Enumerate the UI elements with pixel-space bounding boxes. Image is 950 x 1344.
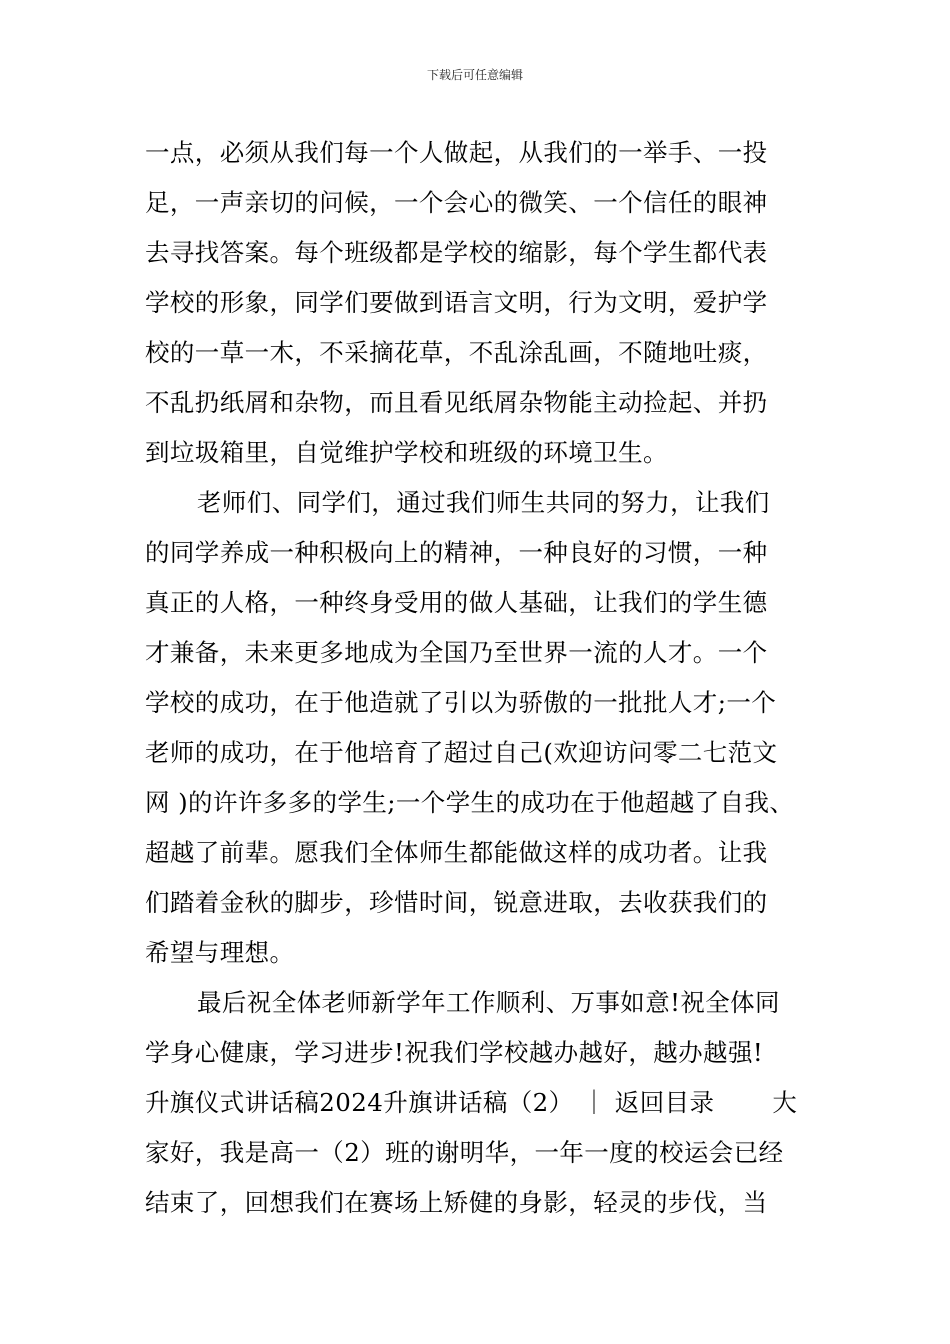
text-line: 家好，我是高一（2）班的谢明华，一年一度的校运会已经 (145, 1138, 784, 1167)
page-header-note: 下载后可任意编辑 (426, 68, 523, 82)
text-line: 老师的成功，在于他培育了超过自己(欢迎访问零二七范文 (145, 738, 778, 767)
text-line: 去寻找答案。每个班级都是学校的缩影，每个学生都代表 (145, 238, 768, 267)
text-line: 结束了，回想我们在赛场上矫健的身影，轻灵的步伐，当 (145, 1188, 768, 1217)
text-line: 网 )的许许多多的学生;一个学生的成功在于他超越了自我、 (145, 788, 795, 817)
text-line: 学身心健康，学习进步!祝我们学校越办越好，越办越强! (145, 1038, 764, 1067)
text-line: 到垃圾箱里，自觉维护学校和班级的环境卫生。 (145, 438, 668, 467)
text-line: 一点，必须从我们每一个人做起，从我们的一举手、一投 (145, 138, 768, 167)
text-line: 足，一声亲切的问候，一个会心的微笑、一个信任的眼神 (145, 188, 768, 217)
text-line: 老师们、同学们，通过我们师生共同的努力，让我们 (197, 488, 770, 517)
section-title-line: 升旗仪式讲话稿2024升旗讲话稿（2） ｜ 返回目录 大 (145, 1088, 798, 1117)
text-line: 学校的成功，在于他造就了引以为骄傲的一批批人才;一个 (145, 688, 777, 717)
text-line: 们踏着金秋的脚步，珍惜时间，锐意进取，去收获我们的 (145, 888, 768, 917)
text-line: 不乱扔纸屑和杂物，而且看见纸屑杂物能主动捡起、并扔 (145, 388, 768, 417)
document-body (145, 128, 825, 1228)
text-line: 校的一草一木，不采摘花草，不乱涂乱画，不随地吐痰， (145, 338, 768, 367)
text-line: 最后祝全体老师新学年工作顺利、万事如意!祝全体同 (197, 988, 780, 1017)
text-line: 希望与理想。 (145, 938, 295, 967)
text-line: 超越了前辈。愿我们全体师生都能做这样的成功者。让我 (145, 838, 768, 867)
text-line: 真正的人格，一种终身受用的做人基础，让我们的学生德 (145, 588, 768, 617)
text-line: 学校的形象，同学们要做到语言文明，行为文明，爱护学 (145, 288, 768, 317)
text-line: 的同学养成一种积极向上的精神，一种良好的习惯，一种 (145, 538, 768, 567)
text-line: 才兼备，未来更多地成为全国乃至世界一流的人才。一个 (145, 638, 768, 667)
